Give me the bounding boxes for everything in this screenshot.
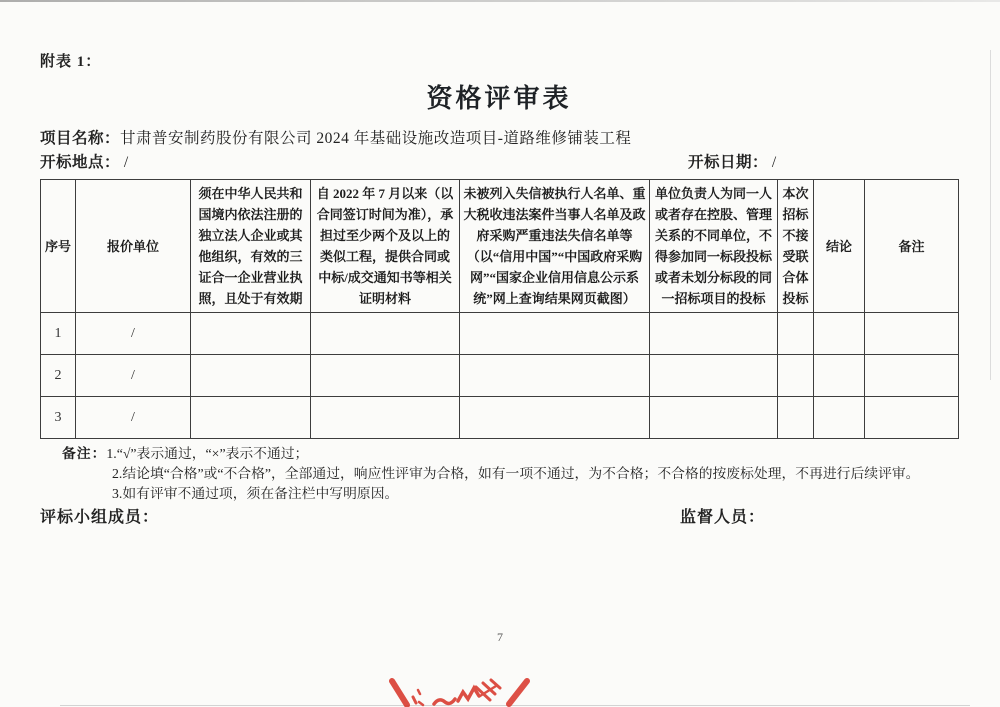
- bid-date-label: 开标日期：: [688, 154, 769, 171]
- cell-conclusion: [814, 313, 865, 355]
- qualification-review-table: [40, 179, 959, 439]
- cell-similar-projects: [311, 397, 460, 439]
- col-header-same-controller: 单位负责人为同一人或者存在控股、管理关系的不同单位，不得参加同一标段投标或者未划分标段的同一招标项目的投标: [650, 180, 778, 313]
- bid-date-group: [688, 153, 777, 173]
- evaluation-team-label: 评标小组成员：: [40, 509, 160, 526]
- col-header-credit-check: 未被列入失信被执行人名单、重大税收违法案件当事人名单及政府采购严重违法失信名单等（以“信用中国”“中国政府采购网”“国家企业信用信息公示系统”网上查询结果网页截图）: [460, 180, 650, 313]
- cell-credit-check: [460, 397, 650, 439]
- col-header-no-consortium: 本次招标不接受联合体投标: [778, 180, 814, 313]
- row-bidder: /: [76, 397, 191, 439]
- row-seq: 2: [41, 355, 76, 397]
- cell-license: [191, 397, 311, 439]
- col-header-conclusion: 结论: [814, 180, 865, 313]
- document-page: [40, 0, 958, 528]
- row-seq: 3: [41, 397, 76, 439]
- note-text: 1.“√”表示通过，“×”表示不通过；: [106, 446, 309, 461]
- row-bidder: /: [76, 355, 191, 397]
- bid-location-label: 开标地点：: [40, 154, 121, 171]
- attachment-label: 附表 1：: [40, 54, 102, 70]
- row-seq: 1: [41, 313, 76, 355]
- signature-line: [40, 507, 958, 528]
- cell-no-consortium: [778, 313, 814, 355]
- cell-remarks: [865, 397, 959, 439]
- cell-no-consortium: [778, 397, 814, 439]
- cell-credit-check: [460, 313, 650, 355]
- cell-similar-projects: [311, 355, 460, 397]
- note-text: 3.如有评审不通过项，须在备注栏中写明原因。: [112, 486, 399, 501]
- row-bidder: /: [76, 313, 191, 355]
- bid-date-value: /: [771, 154, 777, 171]
- scan-edge-right: [990, 50, 991, 380]
- cell-same-controller: [650, 397, 778, 439]
- notes-label: 备注：: [62, 446, 107, 461]
- cell-license: [191, 313, 311, 355]
- supervisor-label: 监督人员：: [680, 509, 766, 526]
- cell-same-controller: [650, 313, 778, 355]
- table-row: [41, 313, 959, 355]
- cell-credit-check: [460, 355, 650, 397]
- col-header-license: 须在中华人民共和国境内依法注册的独立法人企业或其他组织，有效的三证合一企业营业执照，且处于有效期: [191, 180, 311, 313]
- table-row: [41, 355, 959, 397]
- bid-location-value: /: [123, 154, 129, 171]
- cell-remarks: [865, 313, 959, 355]
- col-header-seq: 序号: [41, 180, 76, 313]
- col-header-similar-projects: 自 2022 年 7 月以来（以合同签订时间为准），承担过至少两个及以上的类似工程，提供合同或中标/成交通知书等相关证明材料: [311, 180, 460, 313]
- note-line-1: [62, 444, 958, 464]
- notes-section: [62, 444, 958, 504]
- col-header-remarks: 备注: [865, 180, 959, 313]
- cell-remarks: [865, 355, 959, 397]
- page-number: 7: [497, 630, 503, 644]
- note-line-2: [112, 464, 958, 484]
- table-header-row: [41, 180, 959, 313]
- red-stamp-partial: [372, 677, 532, 707]
- cell-similar-projects: [311, 313, 460, 355]
- cell-conclusion: [814, 355, 865, 397]
- note-line-3: [112, 484, 958, 504]
- col-header-bidder: 报价单位: [76, 180, 191, 313]
- cell-conclusion: [814, 397, 865, 439]
- page-title: 资格评审表: [426, 83, 572, 113]
- bid-meta-line: [40, 153, 958, 173]
- cell-same-controller: [650, 355, 778, 397]
- project-name-value: 甘肃普安制药股份有限公司 2024 年基础设施改造项目-道路维修铺装工程: [120, 130, 632, 147]
- table-row: [41, 397, 959, 439]
- project-name-line: [40, 129, 958, 149]
- cell-license: [191, 355, 311, 397]
- note-text: 2.结论填“合格”或“不合格”，全部通过，响应性评审为合格，如有一项不通过，为不合格；不合格的按废标处理，不再进行后续评审。: [112, 466, 920, 481]
- cell-no-consortium: [778, 355, 814, 397]
- project-name-label: 项目名称：: [40, 130, 121, 147]
